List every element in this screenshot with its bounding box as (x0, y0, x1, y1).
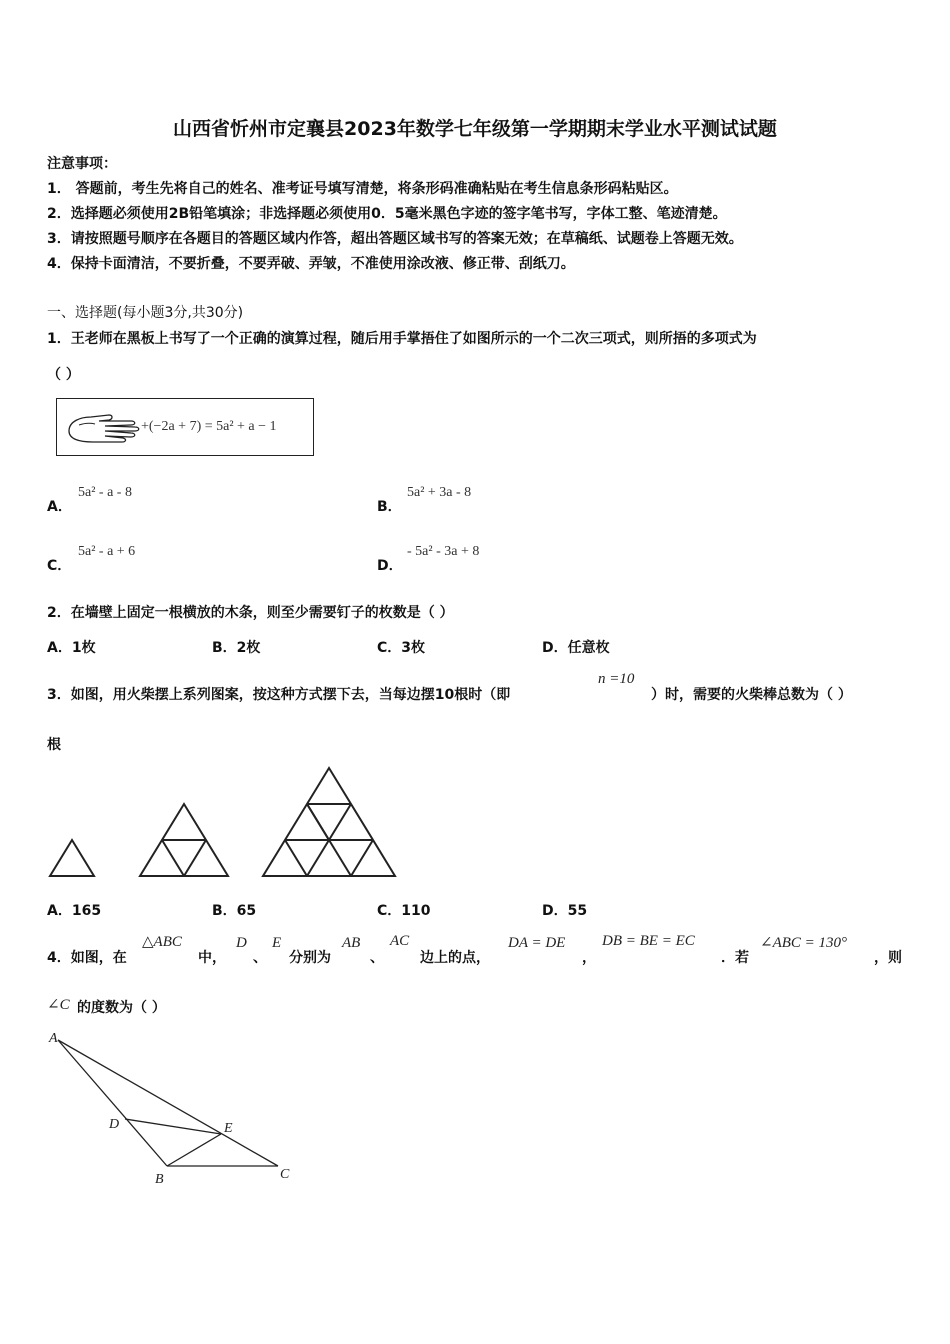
question-1-paren: （ ） (47, 367, 80, 383)
notice-item-2: 2．选择题必须使用2B铅笔填涂；非选择题必须使用0．5毫米黑色字迹的签字笔书写，字体工整、笔迹清楚。 (47, 206, 727, 222)
question-4-t6: 边上的点， (420, 950, 490, 966)
question-4-t1: 4．如图，在 (47, 950, 127, 966)
q2-option-b: B．2枚 (212, 640, 261, 656)
label-c: C (280, 1167, 290, 1182)
option-a-expr: 5a² - a - 8 (78, 485, 132, 500)
question-3-math: n =10 (598, 671, 635, 687)
label-b: B (155, 1172, 164, 1187)
label-a: A (49, 1031, 58, 1046)
notice-item-1: 1． 答题前，考生先将自己的姓名、准考证号填写清楚，将条形码准确粘贴在考生信息条形码粘贴区。 (47, 181, 678, 197)
section-heading: 一、选择题(每小题3分,共30分) (47, 305, 244, 321)
page-title: 山西省忻州市定襄县2023年数学七年级第一学期期末学业水平测试试题 (173, 118, 777, 140)
question-4-m5: AC (390, 933, 410, 949)
label-e: E (224, 1121, 233, 1136)
triangle-1 (50, 840, 94, 876)
q3-option-b: B．65 (212, 903, 257, 919)
notice-item-3: 3．请按照题号顺序在各题目的答题区域内作答，超出答题区域书写的答案无效；在草稿纸、试题卷上答题无效。 (47, 231, 743, 247)
question-3-text-before: 3．如图，用火柴摆上系列图案，按这种方式摆下去，当每边摆10根时（即 (47, 687, 511, 703)
option-d-expr: - 5a² - 3a + 8 (407, 544, 480, 559)
q3-option-a: A．165 (47, 903, 102, 919)
question-4-t9: ，则 (874, 950, 902, 966)
option-d-label: D． (377, 558, 403, 574)
question-4-t8: ．若 (721, 950, 749, 966)
question-4-t7: ， (582, 950, 596, 966)
question-4-m2: D (236, 935, 247, 951)
figure-expression: +(−2a + 7) = 5a² + a − 1 (141, 419, 277, 434)
q2-option-a: A．1枚 (47, 640, 96, 656)
question-4-m8: ∠ABC = 130° (760, 935, 848, 951)
notice-item-4: 4．保持卡面清洁，不要折叠，不要弄破、弄皱，不准使用涂改液、修正带、刮纸刀。 (47, 256, 575, 272)
triangle-3 (263, 768, 395, 876)
label-d: D (109, 1117, 120, 1132)
question-4-m6: DA = DE (508, 935, 566, 951)
question-2-text: 2．在墙壁上固定一根横放的木条，则至少需要钉子的枚数是（ ） (47, 605, 454, 621)
option-c-label: C． (47, 558, 72, 574)
question-4-m1: △ABC (142, 934, 182, 950)
q2-option-c: C．3枚 (377, 640, 426, 656)
option-b-expr: 5a² + 3a - 8 (407, 485, 472, 500)
question-4-m3: E (272, 935, 282, 951)
question-4-t5: 、 (370, 950, 384, 966)
q3-option-d: D．55 (542, 903, 588, 919)
notice-heading: 注意事项： (47, 156, 117, 172)
question-4-t4: 分别为 (289, 950, 331, 966)
question-4-line2-text: 的度数为（ ） (77, 1000, 166, 1016)
option-b-label: B． (377, 499, 402, 515)
question-4-m7: DB = BE = EC (602, 933, 695, 949)
question-4-m4: AB (342, 935, 361, 951)
question-1-text: 1．王老师在黑板上书写了一个正确的演算过程，随后用手掌捂住了如图所示的一个二次三项式，则所捂的多项式为 (47, 331, 757, 347)
option-c-expr: 5a² - a + 6 (78, 544, 136, 559)
matchstick-pattern-figure (45, 764, 405, 884)
question-3-line2: 根 (47, 737, 61, 753)
q3-option-c: C．110 (377, 903, 431, 919)
hand-equation-figure (56, 398, 314, 456)
hand-icon (65, 407, 145, 447)
question-4-t3: 、 (253, 950, 267, 966)
question-4-t2: 中， (198, 950, 226, 966)
option-a-label: A． (47, 499, 72, 515)
q2-option-d: D．任意枚 (542, 640, 610, 656)
question-4-line2-math: ∠C (47, 997, 70, 1013)
triangle-abc-figure (45, 1028, 305, 1188)
question-3-text-after: ）时，需要的火柴棒总数为（ ） (651, 687, 852, 703)
